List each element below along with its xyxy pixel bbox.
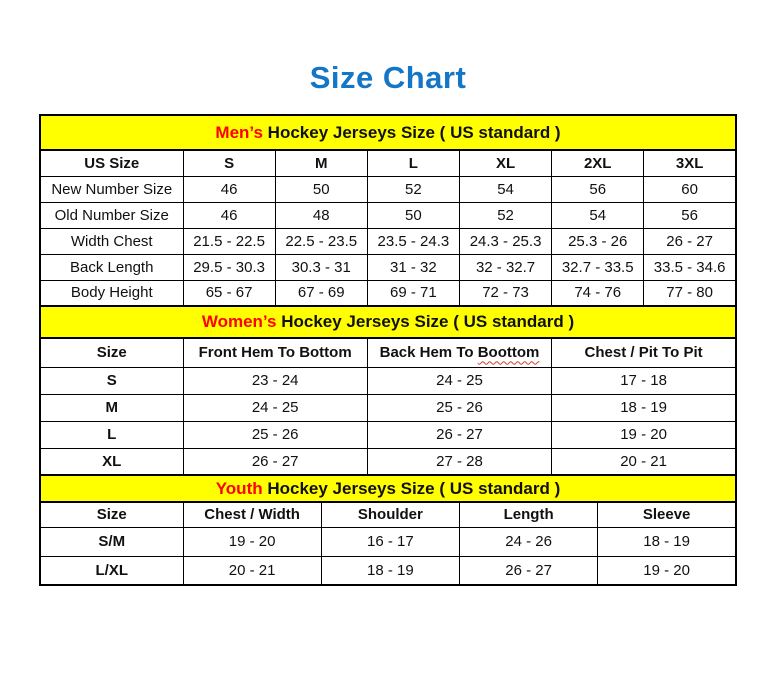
youth-col-header: Sleeve	[598, 502, 736, 527]
size-cell: 52	[367, 176, 459, 202]
row-label: Old Number Size	[40, 202, 183, 228]
mens-row-body-height	[40, 280, 736, 306]
youth-section-title	[40, 475, 736, 502]
size-cell: 56	[644, 202, 736, 228]
size-cell: 52	[459, 202, 551, 228]
size-cell: 24.3 - 25.3	[459, 228, 551, 254]
mens-row-new-number-size	[40, 176, 736, 202]
size-cell: 26 - 27	[367, 421, 551, 448]
size-cell: 26 - 27	[644, 228, 736, 254]
youth-section-highlight: Youth	[215, 478, 263, 498]
size-cell: 77 - 80	[644, 280, 736, 306]
size-cell: 60	[644, 176, 736, 202]
misspelled-word-squiggle: Boottom	[477, 344, 540, 362]
mens-col-header: 3XL	[644, 150, 736, 176]
size-cell: 25 - 26	[183, 421, 367, 448]
mens-col-header: L	[367, 150, 459, 176]
mens-section-rest: Hockey Jerseys Size ( US standard )	[262, 122, 561, 142]
mens-col-header: XL	[459, 150, 551, 176]
womens-col-header-back-hem	[367, 338, 551, 367]
size-cell: 54	[459, 176, 551, 202]
size-cell: 32 - 32.7	[459, 254, 551, 280]
mens-size-table	[39, 114, 737, 307]
mens-row-width-chest	[40, 228, 736, 254]
womens-section-title	[40, 306, 736, 338]
youth-col-header: Chest / Width	[183, 502, 321, 527]
size-cell: 18 - 19	[321, 556, 459, 585]
womens-row-l	[40, 421, 736, 448]
mens-col-header: US Size	[40, 150, 183, 176]
size-cell: 65 - 67	[183, 280, 275, 306]
youth-col-header: Size	[40, 502, 183, 527]
youth-col-header: Length	[460, 502, 598, 527]
size-cell: 56	[552, 176, 644, 202]
youth-col-header: Shoulder	[321, 502, 459, 527]
size-cell: 67 - 69	[275, 280, 367, 306]
womens-size-table	[39, 305, 737, 476]
size-cell: 19 - 20	[183, 527, 321, 556]
youth-section-rest: Hockey Jerseys Size ( US standard )	[262, 478, 561, 498]
back-hem-text: Back Hem To	[379, 344, 478, 362]
youth-row-sm	[40, 527, 736, 556]
mens-row-back-length	[40, 254, 736, 280]
size-cell: 24 - 25	[183, 394, 367, 421]
size-cell: 54	[552, 202, 644, 228]
row-label: S/M	[40, 527, 183, 556]
size-cell: 18 - 19	[598, 527, 736, 556]
womens-col-header: Front Hem To Bottom	[183, 338, 367, 367]
womens-section-highlight: Women’s	[201, 312, 277, 331]
size-cell: 20 - 21	[183, 556, 321, 585]
size-cell: 17 - 18	[552, 367, 736, 394]
size-cell: 30.3 - 31	[275, 254, 367, 280]
size-cell: 33.5 - 34.6	[644, 254, 736, 280]
size-cell: 25.3 - 26	[552, 228, 644, 254]
youth-header-row	[40, 502, 736, 527]
row-label: Width Chest	[40, 228, 183, 254]
size-cell: 19 - 20	[598, 556, 736, 585]
size-cell: 32.7 - 33.5	[552, 254, 644, 280]
mens-section-band	[40, 115, 736, 150]
mens-col-header: S	[183, 150, 275, 176]
size-cell: 16 - 17	[321, 527, 459, 556]
womens-col-header: Size	[40, 338, 183, 367]
size-cell: 46	[183, 202, 275, 228]
row-label: Back Length	[40, 254, 183, 280]
size-chart-tables	[39, 114, 737, 586]
mens-section-title	[40, 115, 736, 150]
size-cell: 19 - 20	[552, 421, 736, 448]
youth-size-table	[39, 474, 737, 586]
size-cell: 69 - 71	[367, 280, 459, 306]
size-cell: 18 - 19	[552, 394, 736, 421]
row-label: L	[40, 421, 183, 448]
youth-row-lxl	[40, 556, 736, 585]
mens-row-old-number-size	[40, 202, 736, 228]
mens-col-header: 2XL	[552, 150, 644, 176]
size-cell: 31 - 32	[367, 254, 459, 280]
size-cell: 50	[275, 176, 367, 202]
size-cell: 72 - 73	[459, 280, 551, 306]
size-cell: 29.5 - 30.3	[183, 254, 275, 280]
mens-header-row	[40, 150, 736, 176]
size-cell: 23 - 24	[183, 367, 367, 394]
row-label: M	[40, 394, 183, 421]
youth-section-band	[40, 475, 736, 502]
womens-header-row	[40, 338, 736, 367]
size-cell: 50	[367, 202, 459, 228]
size-cell: 20 - 21	[552, 448, 736, 475]
size-cell: 46	[183, 176, 275, 202]
womens-section-rest: Hockey Jerseys Size ( US standard )	[276, 312, 575, 331]
mens-section-highlight: Men’s	[215, 122, 263, 142]
mens-col-header: M	[275, 150, 367, 176]
size-cell: 24 - 25	[367, 367, 551, 394]
size-cell: 74 - 76	[552, 280, 644, 306]
size-cell: 27 - 28	[367, 448, 551, 475]
size-cell: 24 - 26	[460, 527, 598, 556]
size-cell: 23.5 - 24.3	[367, 228, 459, 254]
womens-row-m	[40, 394, 736, 421]
womens-section-band	[40, 306, 736, 338]
size-cell: 25 - 26	[367, 394, 551, 421]
row-label: New Number Size	[40, 176, 183, 202]
size-cell: 22.5 - 23.5	[275, 228, 367, 254]
size-cell: 48	[275, 202, 367, 228]
page-title: Size Chart	[309, 60, 467, 95]
row-label: Body Height	[40, 280, 183, 306]
row-label: L/XL	[40, 556, 183, 585]
size-cell: 21.5 - 22.5	[183, 228, 275, 254]
size-cell: 26 - 27	[460, 556, 598, 585]
womens-row-xl	[40, 448, 736, 475]
size-cell: 26 - 27	[183, 448, 367, 475]
row-label: XL	[40, 448, 183, 475]
womens-row-s	[40, 367, 736, 394]
row-label: S	[40, 367, 183, 394]
womens-col-header: Chest / Pit To Pit	[552, 338, 736, 367]
